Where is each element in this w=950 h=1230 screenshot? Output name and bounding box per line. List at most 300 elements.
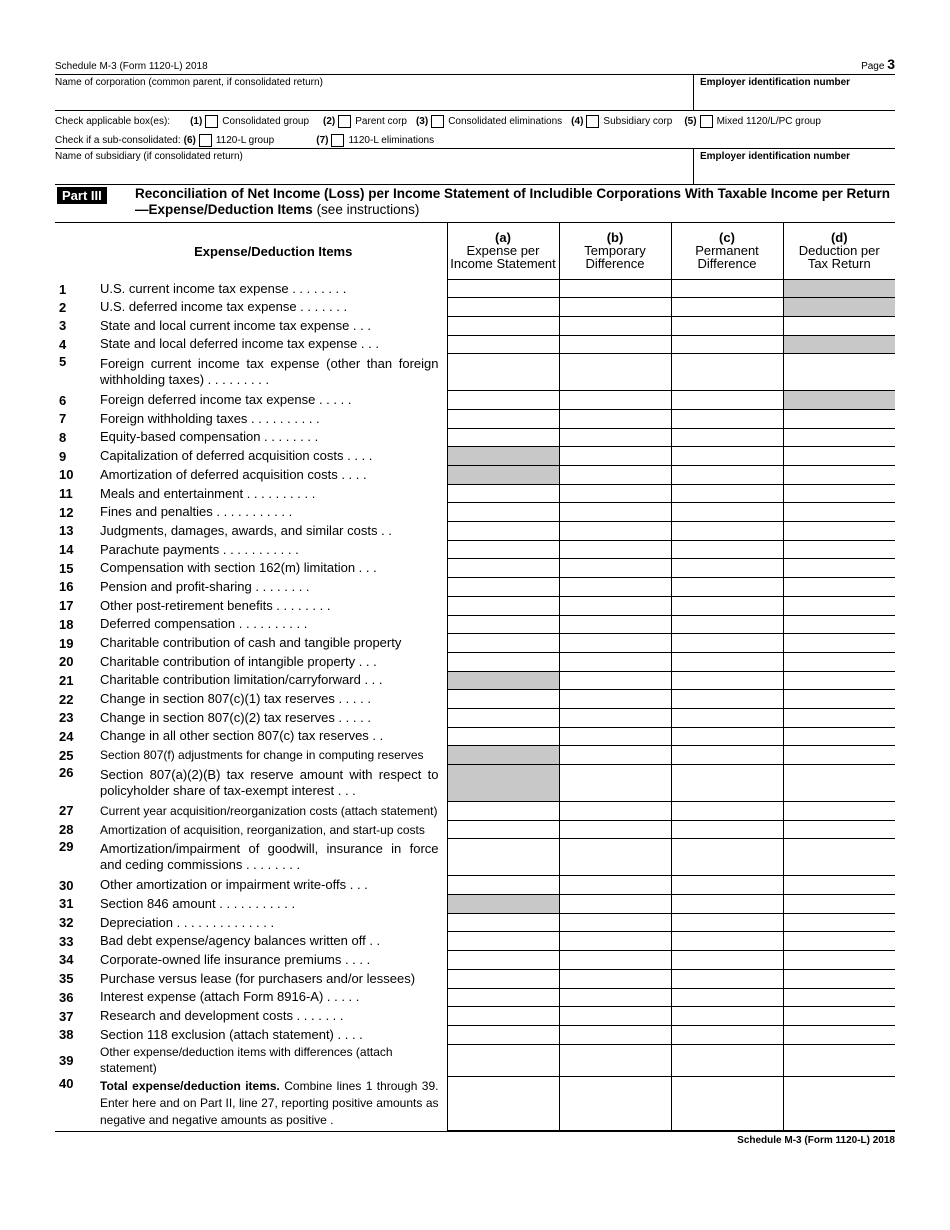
line-33-column-d-input[interactable] [783, 932, 895, 951]
line-number: 20 [59, 654, 74, 670]
line-15-column-d-input[interactable] [783, 559, 895, 578]
line-number: 10 [59, 467, 74, 483]
line-22-column-b-input[interactable] [559, 690, 671, 709]
line-36-column-a-input[interactable] [447, 988, 559, 1007]
column-d-line1: Deduction per [798, 243, 880, 259]
line-29-column-c-input[interactable] [671, 839, 783, 876]
consolidated-group-checkbox[interactable] [205, 115, 218, 128]
line-25-column-c-input[interactable] [671, 746, 783, 765]
parent-corp-checkbox[interactable] [338, 115, 351, 128]
column-b-header [559, 223, 671, 279]
line-9-column-b-input[interactable] [559, 447, 671, 466]
line-number: 33 [59, 933, 74, 949]
line-description [100, 708, 447, 727]
line-description-text: Corporate-owned life insurance premiums . . . . [100, 951, 371, 967]
column-c-line1: Permanent [695, 243, 759, 259]
line-number: 28 [59, 822, 74, 838]
line-description [100, 746, 447, 765]
line-2-column-c-input[interactable] [671, 298, 783, 317]
checkbox-line-1 [55, 115, 821, 128]
line-description-text: Compensation with section 162(m) limitation . . . [100, 560, 377, 576]
corporation-ein-field[interactable] [693, 75, 895, 110]
table-row [55, 615, 895, 634]
line-21-column-c-input[interactable] [671, 671, 783, 690]
line-description-text: Charitable contribution of cash and tangible property [100, 635, 402, 651]
line-19-column-c-input[interactable] [671, 634, 783, 653]
line-37-column-d-input[interactable] [783, 1007, 895, 1026]
line-description-text: State and local current income tax expense . . . [100, 317, 371, 333]
line-28-column-b-input[interactable] [559, 820, 671, 839]
table-row [55, 932, 895, 951]
checkbox-3-label: Consolidated eliminations [448, 116, 563, 127]
line-13-column-a-input[interactable] [447, 522, 559, 541]
line-26-column-d-input[interactable] [783, 765, 895, 802]
line-12-column-b-input[interactable] [559, 503, 671, 522]
line-description-text: Section 846 amount . . . . . . . . . . . [100, 895, 296, 911]
line-31-column-b-input[interactable] [559, 895, 671, 914]
line-18-column-c-input[interactable] [671, 615, 783, 634]
line-number: 1 [59, 281, 67, 297]
line-28-column-c-input[interactable] [671, 820, 783, 839]
part-title-text: Reconciliation of Net Income (Loss) per Income Statement of Includible Corporations With Taxable Income per Return—Expense/Deduction Items [135, 186, 890, 217]
line-description-text: Change in section 807(c)(1) tax reserves . . . . . [100, 691, 371, 707]
line-29-column-d-input[interactable] [783, 839, 895, 876]
line-7-column-a-input[interactable] [447, 409, 559, 428]
line-33-column-b-input[interactable] [559, 932, 671, 951]
line-4-column-d-input [783, 335, 895, 354]
line-31-column-d-input[interactable] [783, 895, 895, 914]
line-21-column-d-input[interactable] [783, 671, 895, 690]
line-39-column-c-input[interactable] [671, 1044, 783, 1076]
subsidiary-name-field[interactable] [55, 149, 693, 184]
line-2-column-b-input[interactable] [559, 298, 671, 317]
line-1-column-b-input[interactable] [559, 279, 671, 298]
line-39-column-a-input[interactable] [447, 1044, 559, 1076]
expense-items-header: Expense/Deduction Items [194, 243, 353, 259]
line-16-column-b-input[interactable] [559, 578, 671, 597]
applicable-boxes-label: Check applicable box(es): [55, 116, 171, 127]
subsidiary-name-label: Name of subsidiary (if consolidated return) [55, 151, 243, 162]
line-38-column-d-input[interactable] [783, 1025, 895, 1044]
column-b-line2: Difference [585, 256, 645, 272]
line-description-text: Section 118 exclusion (attach statement) . . . . [100, 1026, 363, 1042]
line-description-text: Other post-retirement benefits . . . . . . . . [100, 597, 331, 613]
line-number: 39 [59, 1052, 74, 1068]
line-description [100, 1076, 447, 1130]
line-18-column-b-input[interactable] [559, 615, 671, 634]
line-21-column-b-input[interactable] [559, 671, 671, 690]
line-description-bold: Total expense/deduction items. [100, 1078, 280, 1093]
line-description [100, 895, 447, 914]
line-number: 22 [59, 691, 74, 707]
table-row [55, 1076, 895, 1130]
part-label: Part III [57, 187, 107, 204]
line-number: 29 [59, 838, 74, 854]
form-title: Schedule M-3 (Form 1120-L) 2018 [55, 61, 208, 72]
line-35-column-d-input[interactable] [783, 969, 895, 988]
consolidated-eliminations-checkbox[interactable] [431, 115, 444, 128]
line-11-column-a-input[interactable] [447, 484, 559, 503]
line-36-column-b-input[interactable] [559, 988, 671, 1007]
line-1-column-c-input[interactable] [671, 279, 783, 298]
line-39-column-d-input[interactable] [783, 1044, 895, 1076]
line-33-column-a-input[interactable] [447, 932, 559, 951]
line-description-text: Capitalization of deferred acquisition costs . . . . [100, 448, 373, 464]
line-13-column-b-input[interactable] [559, 522, 671, 541]
table-row [55, 466, 895, 485]
line-description [100, 484, 447, 503]
line-29-column-a-input[interactable] [447, 839, 559, 876]
line-17-column-b-input[interactable] [559, 596, 671, 615]
expense-deduction-table [55, 223, 895, 1131]
subsidiary-ein-field[interactable] [693, 149, 895, 184]
line-18-column-a-input[interactable] [447, 615, 559, 634]
line-17-column-c-input[interactable] [671, 596, 783, 615]
table-row [55, 765, 895, 802]
table-row [55, 652, 895, 671]
column-a-header [447, 223, 559, 279]
line-number: 16 [59, 579, 74, 595]
line-description-text: Foreign withholding taxes . . . . . . . . . . [100, 410, 320, 426]
line-description-text: Change in all other section 807(c) tax reserves . . [100, 728, 384, 744]
line-description [100, 876, 447, 895]
line-description [100, 839, 447, 876]
line-12-column-a-input[interactable] [447, 503, 559, 522]
line-40-column-a-input[interactable] [447, 1076, 559, 1130]
line-27-column-a-input[interactable] [447, 802, 559, 821]
table-row [55, 316, 895, 335]
line-description-text: State and local deferred income tax expense . . . [100, 336, 379, 352]
line-6-column-c-input[interactable] [671, 391, 783, 410]
line-32-column-b-input[interactable] [559, 913, 671, 932]
line-number: 26 [59, 764, 74, 780]
part-header [55, 185, 895, 223]
line-10-column-c-input[interactable] [671, 466, 783, 485]
line-19-column-b-input[interactable] [559, 634, 671, 653]
line-12-column-d-input[interactable] [783, 503, 895, 522]
table-row [55, 1044, 895, 1076]
line-10-column-d-input[interactable] [783, 466, 895, 485]
line-15-column-c-input[interactable] [671, 559, 783, 578]
checkbox-section [55, 111, 895, 149]
checkbox-line-2 [55, 134, 434, 147]
line-14-column-b-input[interactable] [559, 540, 671, 559]
column-c-letter: (c) [719, 230, 735, 246]
line-29-column-b-input[interactable] [559, 839, 671, 876]
line-40-column-b-input[interactable] [559, 1076, 671, 1130]
table-row [55, 969, 895, 988]
line-35-column-c-input[interactable] [671, 969, 783, 988]
line-number: 19 [59, 635, 74, 651]
table-row [55, 895, 895, 914]
line-description [100, 466, 447, 485]
line-number: 2 [59, 299, 67, 315]
line-39-column-b-input[interactable] [559, 1044, 671, 1076]
line-description [100, 1044, 447, 1076]
line-9-column-c-input[interactable] [671, 447, 783, 466]
line-40-column-d-input[interactable] [783, 1076, 895, 1130]
line-19-column-d-input[interactable] [783, 634, 895, 653]
line-20-column-b-input[interactable] [559, 652, 671, 671]
line-36-column-c-input[interactable] [671, 988, 783, 1007]
line-description [100, 428, 447, 447]
line-description [100, 316, 447, 335]
line-25-column-b-input[interactable] [559, 746, 671, 765]
line-5-column-d-input[interactable] [783, 354, 895, 391]
line-description-text: Amortization of acquisition, reorganization, and start-up costs [100, 822, 425, 837]
line-16-column-a-input[interactable] [447, 578, 559, 597]
table-row [55, 354, 895, 391]
page-header [55, 55, 895, 75]
line-4-column-b-input[interactable] [559, 335, 671, 354]
line-38-column-b-input[interactable] [559, 1025, 671, 1044]
line-number: 9 [59, 448, 67, 464]
line-description [100, 765, 447, 802]
part-title-note: (see instructions) [316, 202, 420, 217]
subsidiary-corp-checkbox[interactable] [586, 115, 599, 128]
line-26-column-c-input[interactable] [671, 765, 783, 802]
line-17-column-d-input[interactable] [783, 596, 895, 615]
line-5-column-a-input[interactable] [447, 354, 559, 391]
table-row [55, 671, 895, 690]
line-3-column-b-input[interactable] [559, 316, 671, 335]
line-7-column-b-input[interactable] [559, 409, 671, 428]
line-36-column-d-input[interactable] [783, 988, 895, 1007]
line-16-column-d-input[interactable] [783, 578, 895, 597]
line-description-text: U.S. deferred income tax expense . . . . . . . [100, 299, 348, 315]
line-27-column-d-input[interactable] [783, 802, 895, 821]
line-14-column-c-input[interactable] [671, 540, 783, 559]
line-24-column-d-input[interactable] [783, 727, 895, 746]
table-row [55, 578, 895, 597]
line-description [100, 1007, 447, 1026]
line-description-text: Judgments, damages, awards, and similar costs . . [100, 522, 392, 538]
line-description [100, 727, 447, 746]
line-8-column-a-input[interactable] [447, 428, 559, 447]
column-a-letter: (a) [495, 230, 511, 246]
line-27-column-c-input[interactable] [671, 802, 783, 821]
line-description-text: Pension and profit-sharing . . . . . . . . [100, 578, 310, 594]
line-9-column-d-input[interactable] [783, 447, 895, 466]
line-25-column-a-input [447, 746, 559, 765]
page-footer [55, 1131, 895, 1151]
line-15-column-b-input[interactable] [559, 559, 671, 578]
line-34-column-d-input[interactable] [783, 951, 895, 970]
table-row [55, 839, 895, 876]
line-30-column-a-input[interactable] [447, 876, 559, 895]
line-28-column-a-input[interactable] [447, 820, 559, 839]
line-description-text: Current year acquisition/reorganization costs (attach statement) [100, 803, 438, 818]
line-8-column-b-input[interactable] [559, 428, 671, 447]
line-20-column-a-input[interactable] [447, 652, 559, 671]
line-37-column-b-input[interactable] [559, 1007, 671, 1026]
line-3-column-a-input[interactable] [447, 316, 559, 335]
line-24-column-c-input[interactable] [671, 727, 783, 746]
line-22-column-c-input[interactable] [671, 690, 783, 709]
line-9-column-a-input [447, 447, 559, 466]
corporation-name-field[interactable] [55, 75, 693, 110]
column-c-header [671, 223, 783, 279]
line-description [100, 298, 447, 317]
line-35-column-a-input[interactable] [447, 969, 559, 988]
column-d-line2: Tax Return [807, 256, 871, 272]
line-8-column-c-input[interactable] [671, 428, 783, 447]
line-number: 34 [59, 952, 74, 968]
1120-l-eliminations-checkbox[interactable] [331, 134, 344, 147]
line-number: 24 [59, 728, 74, 744]
line-description-text: Other amortization or impairment write-offs . . . [100, 877, 368, 893]
line-23-column-b-input[interactable] [559, 708, 671, 727]
line-13-column-d-input[interactable] [783, 522, 895, 541]
line-13-column-c-input[interactable] [671, 522, 783, 541]
line-description [100, 391, 447, 410]
line-4-column-c-input[interactable] [671, 335, 783, 354]
table-row [55, 1007, 895, 1026]
line-30-column-c-input[interactable] [671, 876, 783, 895]
line-number: 37 [59, 1008, 74, 1024]
line-30-column-b-input[interactable] [559, 876, 671, 895]
line-number: 17 [59, 598, 74, 614]
table-row [55, 634, 895, 653]
line-23-column-c-input[interactable] [671, 708, 783, 727]
line-5-column-c-input[interactable] [671, 354, 783, 391]
line-number: 4 [59, 336, 67, 352]
line-description-text: Amortization/impairment of goodwill, insurance in force and ceding commissions . . . . . . . . [100, 841, 439, 873]
line-31-column-c-input[interactable] [671, 895, 783, 914]
line-27-column-b-input[interactable] [559, 802, 671, 821]
line-description-text: Bad debt expense/agency balances written off . . [100, 933, 381, 949]
line-32-column-d-input[interactable] [783, 913, 895, 932]
line-32-column-c-input[interactable] [671, 913, 783, 932]
table-row [55, 802, 895, 821]
line-18-column-d-input[interactable] [783, 615, 895, 634]
line-34-column-a-input[interactable] [447, 951, 559, 970]
line-14-column-d-input[interactable] [783, 540, 895, 559]
line-25-column-d-input[interactable] [783, 746, 895, 765]
line-description [100, 913, 447, 932]
mixed-group-checkbox[interactable] [700, 115, 713, 128]
line-11-column-d-input[interactable] [783, 484, 895, 503]
line-number: 12 [59, 504, 74, 520]
line-37-column-c-input[interactable] [671, 1007, 783, 1026]
table-row [55, 820, 895, 839]
line-26-column-b-input[interactable] [559, 765, 671, 802]
subsidiary-ein-label: Employer identification number [700, 151, 851, 162]
line-32-column-a-input[interactable] [447, 913, 559, 932]
line-22-column-d-input[interactable] [783, 690, 895, 709]
1120-l-group-checkbox[interactable] [199, 134, 212, 147]
line-description [100, 1025, 447, 1044]
line-26-column-a-input [447, 765, 559, 802]
line-5-column-b-input[interactable] [559, 354, 671, 391]
page-number-label [861, 56, 895, 72]
line-6-column-a-input[interactable] [447, 391, 559, 410]
line-3-column-d-input[interactable] [783, 316, 895, 335]
line-38-column-a-input[interactable] [447, 1025, 559, 1044]
column-header-row [55, 223, 895, 279]
line-11-column-c-input[interactable] [671, 484, 783, 503]
line-16-column-c-input[interactable] [671, 578, 783, 597]
line-7-column-d-input[interactable] [783, 409, 895, 428]
line-3-column-c-input[interactable] [671, 316, 783, 335]
line-37-column-a-input[interactable] [447, 1007, 559, 1026]
line-30-column-d-input[interactable] [783, 876, 895, 895]
line-40-column-c-input[interactable] [671, 1076, 783, 1130]
line-description-text: Interest expense (attach Form 8916-A) . . . . . [100, 989, 360, 1005]
line-description-text: Parachute payments . . . . . . . . . . . [100, 541, 299, 557]
line-15-column-a-input[interactable] [447, 559, 559, 578]
line-1-column-a-input[interactable] [447, 279, 559, 298]
line-4-column-a-input[interactable] [447, 335, 559, 354]
line-38-column-c-input[interactable] [671, 1025, 783, 1044]
table-row [55, 1025, 895, 1044]
line-24-column-b-input[interactable] [559, 727, 671, 746]
line-28-column-d-input[interactable] [783, 820, 895, 839]
page-word: Page [861, 61, 885, 72]
line-number: 30 [59, 877, 74, 893]
line-10-column-b-input[interactable] [559, 466, 671, 485]
table-row [55, 876, 895, 895]
line-description [100, 671, 447, 690]
corporation-name-row [55, 75, 895, 111]
line-35-column-b-input[interactable] [559, 969, 671, 988]
line-description [100, 354, 447, 391]
line-24-column-a-input[interactable] [447, 727, 559, 746]
line-8-column-d-input[interactable] [783, 428, 895, 447]
table-row [55, 988, 895, 1007]
line-6-column-d-input [783, 391, 895, 410]
line-31-column-a-input [447, 895, 559, 914]
line-2-column-d-input [783, 298, 895, 317]
line-description-text: Change in section 807(c)(2) tax reserves . . . . . [100, 709, 371, 725]
line-description [100, 615, 447, 634]
line-description-text: Foreign current income tax expense (other than foreign withholding taxes) . . . . . . . . . [100, 356, 439, 388]
checkbox-5-num: (5) [684, 116, 697, 127]
subsidiary-name-row [55, 149, 895, 185]
line-20-column-c-input[interactable] [671, 652, 783, 671]
line-22-column-a-input[interactable] [447, 690, 559, 709]
line-description-text: Amortization of deferred acquisition costs . . . . [100, 466, 367, 482]
line-23-column-a-input[interactable] [447, 708, 559, 727]
line-description [100, 988, 447, 1007]
line-34-column-c-input[interactable] [671, 951, 783, 970]
line-23-column-d-input[interactable] [783, 708, 895, 727]
table-row [55, 690, 895, 709]
table-row [55, 708, 895, 727]
line-34-column-b-input[interactable] [559, 951, 671, 970]
line-description [100, 596, 447, 615]
column-b-letter: (b) [606, 230, 624, 246]
line-7-column-c-input[interactable] [671, 409, 783, 428]
line-number: 35 [59, 971, 74, 987]
line-description-text: Combine lines 1 through 39. Enter here and on Part II, line 27, reporting positive amounts as negative and negative amounts as positive . [100, 1078, 439, 1127]
line-20-column-d-input[interactable] [783, 652, 895, 671]
line-11-column-b-input[interactable] [559, 484, 671, 503]
line-19-column-a-input[interactable] [447, 634, 559, 653]
line-description [100, 522, 447, 541]
line-number: 3 [59, 318, 67, 334]
line-description-text: Foreign deferred income tax expense . . . . . [100, 392, 352, 408]
checkbox-7-num: (7) [316, 135, 329, 146]
table-row [55, 409, 895, 428]
line-12-column-c-input[interactable] [671, 503, 783, 522]
line-14-column-a-input[interactable] [447, 540, 559, 559]
line-17-column-a-input[interactable] [447, 596, 559, 615]
line-number: 15 [59, 560, 74, 576]
line-6-column-b-input[interactable] [559, 391, 671, 410]
line-2-column-a-input[interactable] [447, 298, 559, 317]
line-33-column-c-input[interactable] [671, 932, 783, 951]
